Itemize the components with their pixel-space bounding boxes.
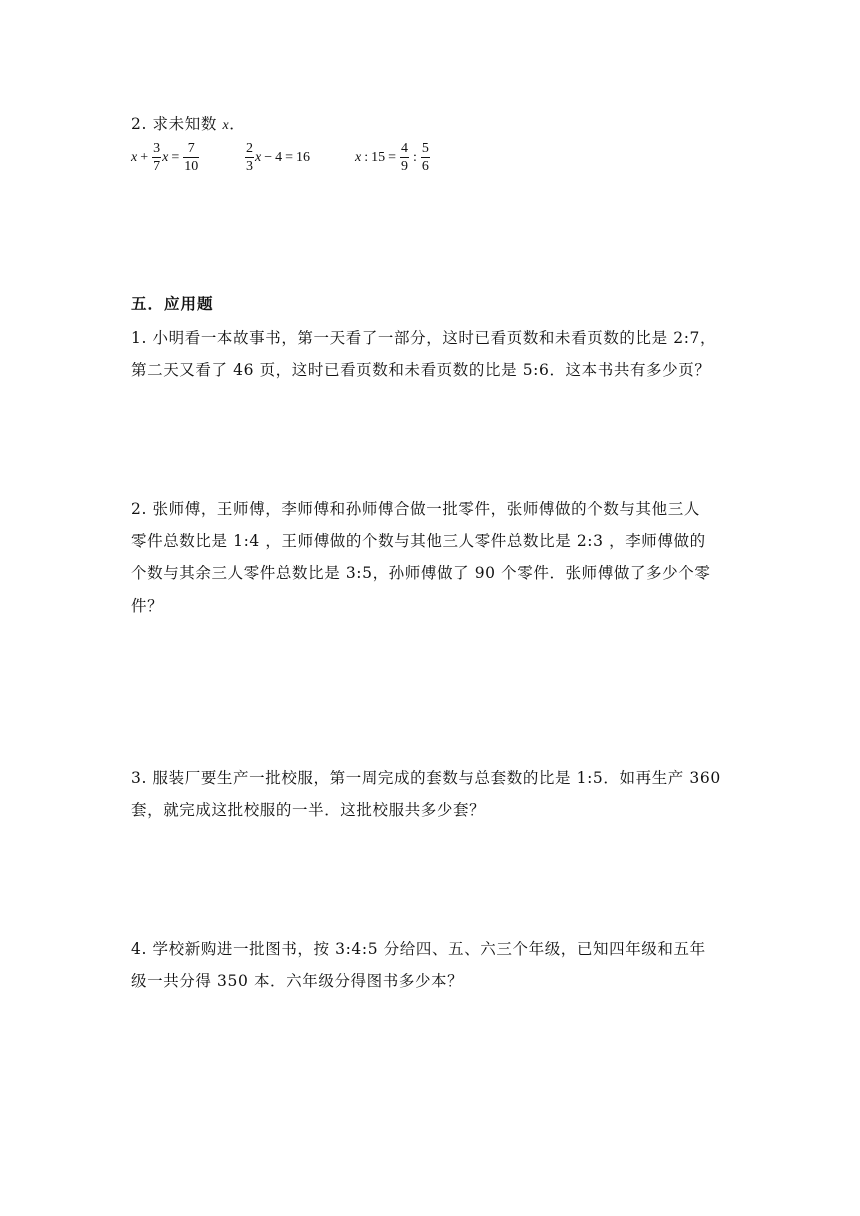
- eq1-rhs-num: 7: [183, 140, 199, 158]
- eq2-constant: 4: [275, 149, 283, 165]
- eq1-x2: x: [162, 149, 169, 165]
- problem-1-line-1: 1. 小明看一本故事书，第一天看了一部分，这时已看页数和未看页数的比是 2:7，: [131, 329, 717, 347]
- eq2-equals: =: [285, 149, 294, 165]
- eq3-a-den: 9: [401, 159, 409, 174]
- eq3-colon: :: [364, 149, 369, 165]
- part2-heading: [131, 112, 245, 134]
- eq1-frac-den: 7: [153, 159, 161, 174]
- eq1-x: x: [131, 149, 138, 165]
- problem-3-line-2: 套，就完成这批校服的一半．这批校服共多少套？: [131, 801, 486, 819]
- problem-1-line-2: 第二天又看了 46 页，这时已看页数和未看页数的比是 5:6．这本书共有多少页？: [131, 361, 711, 379]
- eq2-rhs: 16: [296, 149, 311, 165]
- eq1-frac-num: 3: [153, 141, 161, 156]
- eq2-frac-num: 2: [246, 141, 253, 156]
- equation-2: [244, 140, 310, 175]
- eq1-equals: =: [171, 149, 180, 165]
- eq3-b-den: 6: [421, 159, 429, 174]
- eq2-x: x: [255, 149, 262, 165]
- part2-heading-end: ．: [229, 115, 246, 133]
- eq3-a-num: 4: [401, 141, 409, 156]
- problem-3-line-1: 3. 服装厂要生产一批校服，第一周完成的套数与总套数的比是 1:5．如再生产 360: [131, 769, 721, 787]
- problem-2-line-3: 个数与其余三人零件总数比是 3:5，孙师傅做了 90 个零件．张师傅做了多少个零: [131, 564, 711, 582]
- problem-4-line-1: 4. 学校新购进一批图书，按 3:4:5 分给四、五、六三个年级，已知四年级和五年: [131, 940, 706, 958]
- problem-4-line-2: 级一共分得 350 本．六年级分得图书多少本？: [131, 972, 464, 990]
- problem-2-line-1: 2. 张师傅，王师傅，李师傅和孙师傅合做一批零件，张师傅做的个数与其他三人: [131, 500, 700, 518]
- problem-2-line-2: 零件总数比是 1:4 ，王师傅做的个数与其他三人零件总数比是 2:3 ，李师傅做的: [131, 532, 706, 550]
- equation-3: [355, 140, 431, 175]
- equation-1: [131, 140, 200, 175]
- part2-heading-text: 2. 求未知数: [131, 115, 217, 133]
- eq1-rhs-fraction: [183, 140, 199, 175]
- eq2-minus: −: [264, 149, 273, 165]
- eq2-frac-den: 3: [246, 159, 253, 174]
- eq3-equals: =: [388, 149, 397, 165]
- section-5-title: 五．应用题: [131, 294, 214, 313]
- eq3-constant: 15: [371, 149, 386, 165]
- problem-2-line-4: 件？: [131, 597, 164, 615]
- eq2-fraction: [245, 140, 254, 175]
- part2-heading-var: x: [222, 118, 230, 133]
- eq3-fraction-a: [400, 140, 409, 175]
- eq1-plus: +: [140, 149, 149, 165]
- eq3-x: x: [355, 149, 362, 165]
- eq3-b-num: 5: [421, 141, 429, 156]
- eq3-colon2: :: [413, 149, 417, 165]
- eq1-rhs-den: 10: [184, 159, 199, 174]
- eq3-fraction-b: [421, 140, 430, 175]
- eq1-fraction: [152, 140, 161, 175]
